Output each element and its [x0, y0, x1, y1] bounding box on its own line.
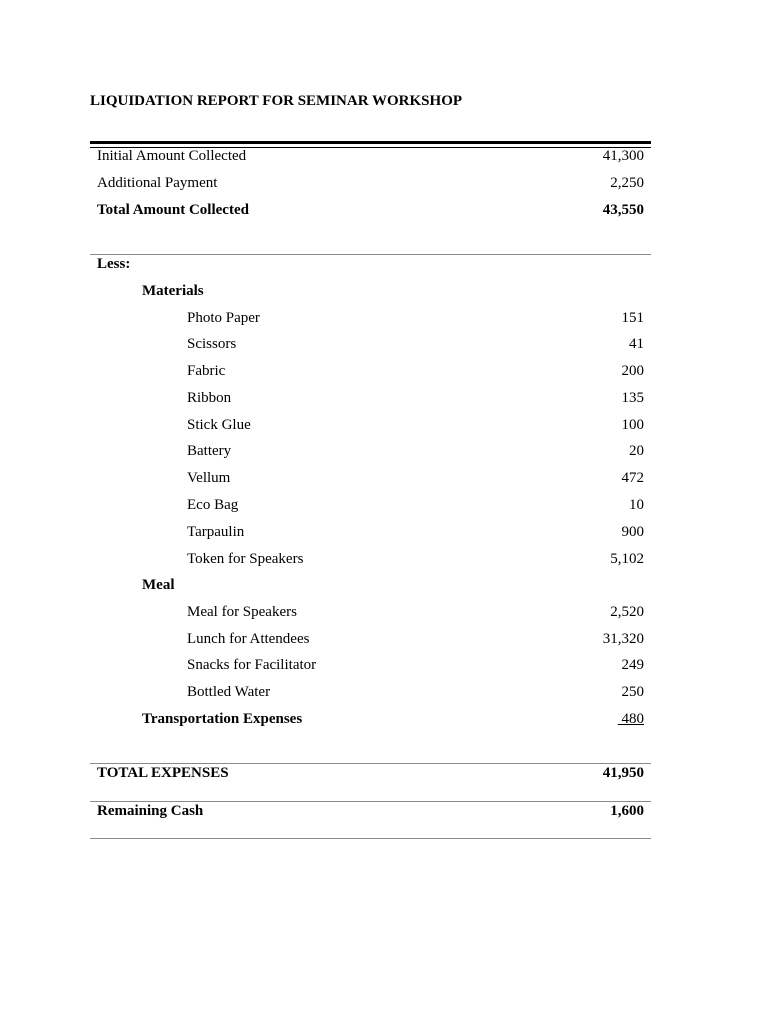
expense-row: [90, 440, 651, 462]
expense-label: Snacks for Facilitator: [187, 657, 317, 673]
expense-label: Photo Paper: [187, 310, 260, 326]
transportation-amount: 480: [617, 711, 644, 727]
remaining-cash-label: Remaining Cash: [97, 803, 204, 819]
expense-amount: 250: [621, 684, 644, 700]
bottom-divider: [90, 838, 651, 839]
expense-row: [90, 628, 651, 650]
collection-amount: 2,250: [610, 175, 644, 191]
transportation-row: [90, 708, 651, 730]
transportation-label: Transportation Expenses: [142, 711, 303, 727]
less-label: Less:: [97, 256, 131, 272]
expense-amount: 10: [629, 497, 644, 513]
expense-row: [90, 601, 651, 623]
collection-row-initial: [90, 145, 651, 167]
expense-amount: 2,520: [610, 604, 644, 620]
expense-label: Scissors: [187, 336, 237, 352]
expense-amount: 900: [621, 524, 644, 540]
less-row: [90, 253, 651, 275]
expense-row: [90, 521, 651, 543]
total-collected-row: [90, 199, 651, 221]
total-expenses-label: TOTAL EXPENSES: [97, 765, 229, 781]
expense-label: Token for Speakers: [187, 551, 304, 567]
expense-label: Lunch for Attendees: [187, 631, 310, 647]
collection-amount: 41,300: [602, 148, 644, 164]
expense-row: [90, 387, 651, 409]
expense-label: Fabric: [187, 363, 226, 379]
expense-amount: 249: [621, 657, 644, 673]
materials-heading-row: [90, 280, 651, 302]
total-collected-amount: 43,550: [602, 202, 644, 218]
expense-label: Meal for Speakers: [187, 604, 297, 620]
expense-row: [90, 494, 651, 516]
total-collected-label: Total Amount Collected: [97, 202, 249, 218]
meal-heading-row: [90, 574, 651, 596]
expense-amount: 200: [621, 363, 644, 379]
expense-row: [90, 654, 651, 676]
collection-label: Additional Payment: [97, 175, 218, 191]
expense-amount: 135: [621, 390, 644, 406]
expense-amount: 151: [621, 310, 644, 326]
remaining-cash-amount: 1,600: [610, 803, 644, 819]
collection-row-additional: [90, 172, 651, 194]
total-expenses-amount: 41,950: [602, 765, 644, 781]
expense-label: Tarpaulin: [187, 524, 245, 540]
expense-row: [90, 681, 651, 703]
expense-amount: 31,320: [602, 631, 644, 647]
expense-label: Ribbon: [187, 390, 232, 406]
expense-amount: 41: [629, 336, 644, 352]
expense-label: Bottled Water: [187, 684, 271, 700]
meal-heading: Meal: [142, 577, 175, 593]
expense-label: Eco Bag: [187, 497, 239, 513]
report-title: LIQUIDATION REPORT FOR SEMINAR WORKSHOP: [90, 93, 463, 109]
expense-amount: 5,102: [610, 551, 644, 567]
expense-row: [90, 467, 651, 489]
expense-label: Vellum: [187, 470, 231, 486]
collection-label: Initial Amount Collected: [97, 148, 247, 164]
expense-row: [90, 307, 651, 329]
expense-label: Stick Glue: [187, 417, 251, 433]
expense-amount: 472: [621, 470, 644, 486]
expense-row: [90, 414, 651, 436]
expense-row: [90, 548, 651, 570]
expense-label: Battery: [187, 443, 232, 459]
remaining-cash-row: [90, 800, 651, 822]
expense-row: [90, 333, 651, 355]
expense-amount: 20: [629, 443, 644, 459]
total-expenses-row: [90, 762, 651, 784]
materials-heading: Materials: [142, 283, 204, 299]
expense-row: [90, 360, 651, 382]
expense-amount: 100: [621, 417, 644, 433]
